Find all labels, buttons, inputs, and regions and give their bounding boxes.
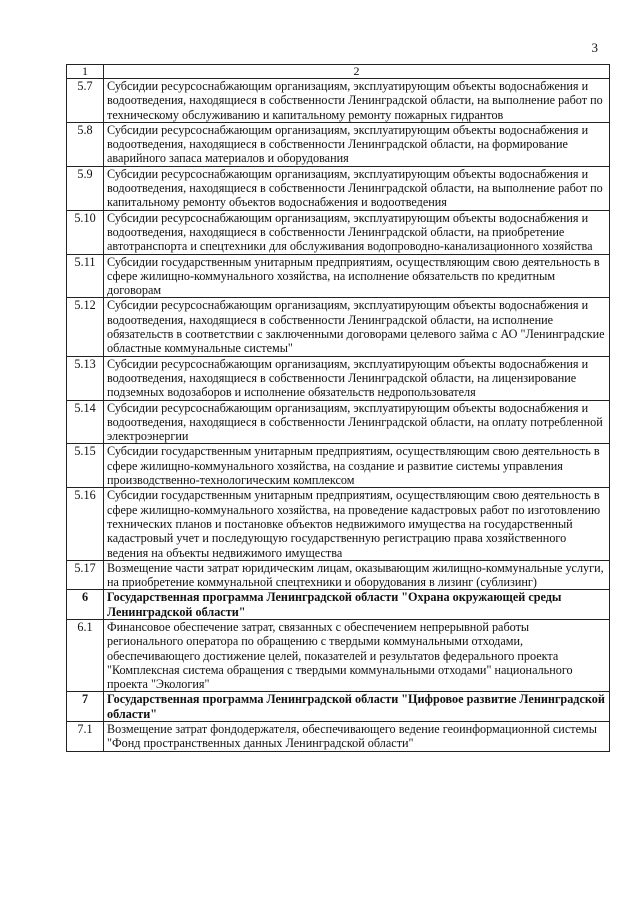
row-text: Субсидии государственным унитарным предприятиям, осуществляющим свою деятельность в сфере жилищно-коммунального хозяйства, на проведение кадастровых работ по изготовлению технических планов и постановке объектов недвижимого имущества на государственный кадастровый учет и последующую государственную регистрацию права хозяйственного ведения на объекты недвижимого имущества: [104, 488, 610, 560]
row-number: 5.7: [67, 79, 104, 123]
row-text: Финансовое обеспечение затрат, связанных с обеспечением непрерывной работы регионального оператора по обращению с твердыми коммунальными отходами, обеспечивающего достижение целей, показателей и результатов федерального проекта "Комплексная система обращения с твердыми коммунальными отходами" национального проекта "Экология": [104, 619, 610, 691]
section-row: [67, 692, 610, 722]
row-number: 6.1: [67, 619, 104, 691]
row-text: Возмещение части затрат юридическим лицам, оказывающим жилищно-коммунальные услуги, на приобретение коммунальной спецтехники и оборудования в лизинг (сублизинг): [104, 560, 610, 590]
section-title: Государственная программа Ленинградской области "Охрана окружающей среды Ленинградской области": [104, 590, 610, 620]
header-col-1: 1: [67, 65, 104, 79]
table-row: [67, 722, 610, 752]
document-table: [66, 64, 610, 752]
row-text: Субсидии ресурсоснабжающим организациям, эксплуатирующим объекты водоснабжения и водоотведения, находящиеся в собственности Ленинградской области, на формирование аварийного запаса материалов и оборудования: [104, 122, 610, 166]
row-number: 5.14: [67, 400, 104, 444]
row-number: 5.10: [67, 210, 104, 254]
table-row: [67, 444, 610, 488]
row-number: 5.15: [67, 444, 104, 488]
row-number: 5.9: [67, 166, 104, 210]
row-text: Субсидии государственным унитарным предприятиям, осуществляющим свою деятельность в сфере жилищно-коммунального хозяйства, на исполнение обязательств по кредитным договорам: [104, 254, 610, 298]
row-text: Субсидии ресурсоснабжающим организациям, эксплуатирующим объекты водоснабжения и водоотведения, находящиеся в собственности Ленинградской области, на лицензирование подземных водозаборов и исполнение обязательств недропользователя: [104, 356, 610, 400]
header-col-2: 2: [104, 65, 610, 79]
table-row: [67, 254, 610, 298]
row-number: 5.17: [67, 560, 104, 590]
table-row: [67, 488, 610, 560]
row-text: Субсидии ресурсоснабжающим организациям, эксплуатирующим объекты водоснабжения и водоотведения, находящиеся в собственности Ленинградской области, на оплату потребленной электроэнергии: [104, 400, 610, 444]
table-body: [67, 65, 610, 752]
row-text: Субсидии ресурсоснабжающим организациям, эксплуатирующим объекты водоснабжения и водоотведения, находящиеся в собственности Ленинградской области, на исполнение обязательств в соответствии с заключенными договорами целевого займа с АО "Ленинградские областные коммунальные системы": [104, 298, 610, 356]
row-text: Субсидии ресурсоснабжающим организациям, эксплуатирующим объекты водоснабжения и водоотведения, находящиеся в собственности Ленинградской области, на выполнение работ по капитальному ремонту объектов водоснабжения и водоотведения: [104, 166, 610, 210]
section-row: [67, 590, 610, 620]
row-number: 5.12: [67, 298, 104, 356]
page-number: 3: [591, 40, 598, 55]
table-row: [67, 400, 610, 444]
table-row: [67, 166, 610, 210]
row-number: 5.13: [67, 356, 104, 400]
table-row: [67, 619, 610, 691]
row-text: Субсидии ресурсоснабжающим организациям, эксплуатирующим объекты водоснабжения и водоотведения, находящиеся в собственности Ленинградской области, на выполнение работ по техническому обслуживанию и капитальному ремонту пожарных гидрантов: [104, 79, 610, 123]
row-number: 5.16: [67, 488, 104, 560]
row-number: 5.8: [67, 122, 104, 166]
table-row: [67, 79, 610, 123]
row-number: 6: [67, 590, 104, 620]
row-text: Субсидии государственным унитарным предприятиям, осуществляющим свою деятельность в сфере жилищно-коммунального хозяйства, на создание и развитие системы управления производственно-технологическим комплексом: [104, 444, 610, 488]
row-number: 5.11: [67, 254, 104, 298]
row-text: Возмещение затрат фондодержателя, обеспечивающего ведение геоинформационной системы "Фонд пространственных данных Ленинградской области": [104, 722, 610, 752]
row-number: 7: [67, 692, 104, 722]
table-row: [67, 210, 610, 254]
table-row: [67, 356, 610, 400]
table-row: [67, 122, 610, 166]
table-row: [67, 560, 610, 590]
table-header-row: [67, 65, 610, 79]
section-title: Государственная программа Ленинградской области "Цифровое развитие Ленинградской области": [104, 692, 610, 722]
table-row: [67, 298, 610, 356]
row-text: Субсидии ресурсоснабжающим организациям, эксплуатирующим объекты водоснабжения и водоотведения, находящиеся в собственности Ленинградской области, на приобретение автотранспорта и спецтехники для обслуживания водопроводно-канализационного хозяйства: [104, 210, 610, 254]
row-number: 7.1: [67, 722, 104, 752]
